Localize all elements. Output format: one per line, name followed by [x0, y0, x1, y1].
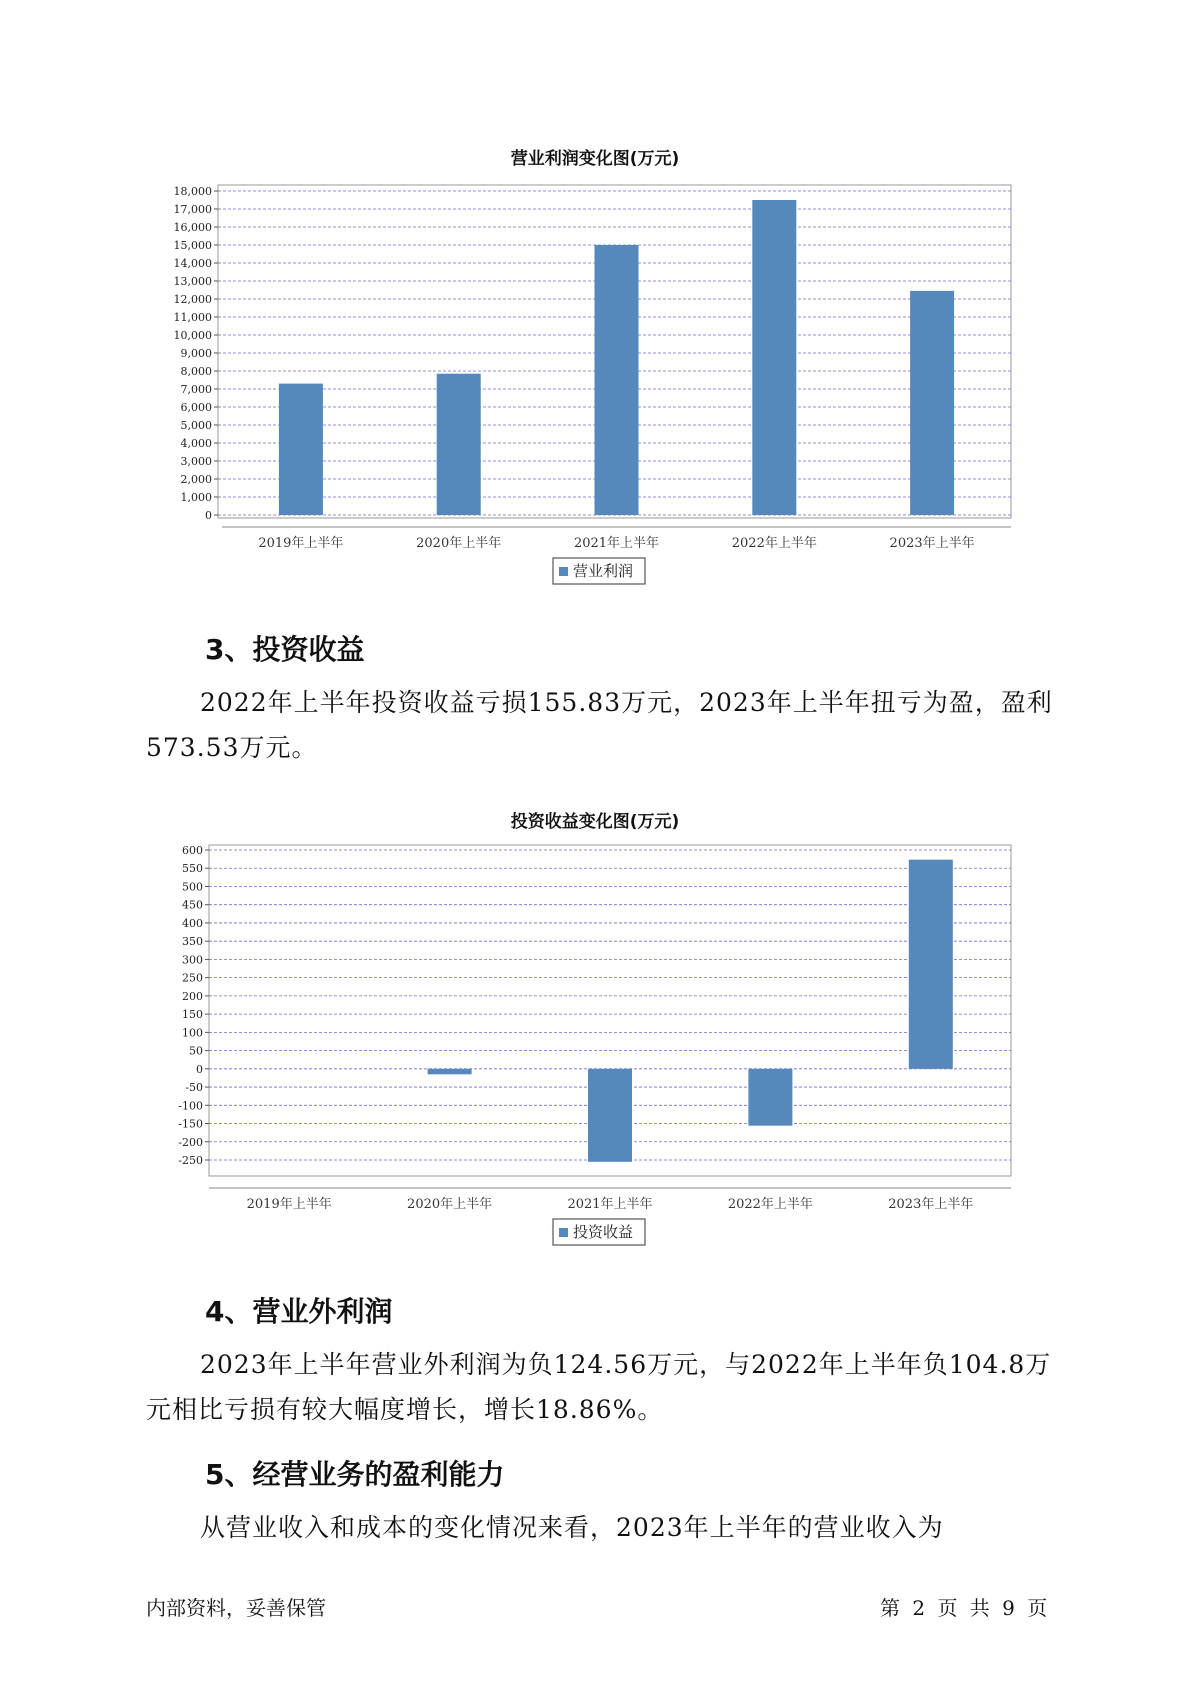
y-tick-label: -200 — [178, 1135, 203, 1149]
y-tick-label: 550 — [182, 862, 203, 876]
y-tick-label: 5,000 — [180, 419, 212, 432]
x-tick-label: 2020年上半年 — [416, 536, 502, 551]
x-tick-label: 2022年上半年 — [727, 1197, 813, 1212]
bar — [909, 860, 953, 1069]
x-tick-label: 2019年上半年 — [258, 536, 344, 551]
footer-confidential-note: 内部资料，妥善保管 — [146, 1596, 326, 1620]
y-tick-label: 500 — [182, 880, 203, 894]
legend-label: 投资收益 — [573, 1223, 634, 1241]
y-tick-label: 13,000 — [173, 275, 212, 288]
section-4-paragraph: 2023年上半年营业外利润为负124.56万元，与2022年上半年负104.8万元相比亏损有较大幅度增长，增长18.86%。 — [146, 1350, 1052, 1424]
y-tick-label: 150 — [182, 1008, 203, 1022]
y-tick-label: 250 — [182, 971, 203, 985]
footer-page-number: 第 2 页 共 9 页 — [880, 1596, 1048, 1620]
x-tick-label: 2021年上半年 — [567, 1197, 653, 1212]
section-3-heading: 3、投资收益 — [205, 633, 365, 666]
y-tick-label: 9,000 — [180, 347, 212, 360]
y-tick-label: 3,000 — [180, 455, 212, 468]
y-tick-label: 600 — [182, 844, 203, 857]
section-3-paragraph: 2022年上半年投资收益亏损155.83万元，2023年上半年扭亏为盈，盈利573.53万元。 — [146, 688, 1053, 762]
y-tick-label: 300 — [182, 953, 203, 967]
y-tick-label: 100 — [182, 1026, 203, 1040]
y-tick-label: 17,000 — [173, 203, 212, 216]
section-4-heading: 4、营业外利润 — [205, 1295, 393, 1328]
legend-label: 营业利润 — [573, 562, 634, 580]
y-tick-label: 14,000 — [173, 257, 212, 270]
section-5-paragraph: 从营业收入和成本的变化情况来看，2023年上半年的营业收入为 — [200, 1513, 944, 1542]
y-tick-label: 400 — [182, 916, 203, 930]
y-tick-label: 450 — [182, 898, 203, 912]
y-tick-label: 200 — [182, 989, 203, 1003]
y-tick-label: 4,000 — [180, 437, 212, 450]
x-tick-label: 2021年上半年 — [573, 536, 660, 551]
y-tick-label: 10,000 — [173, 329, 212, 342]
y-tick-label: 0 — [205, 509, 212, 522]
y-tick-label: 0 — [196, 1062, 203, 1076]
y-tick-label: 15,000 — [173, 239, 212, 252]
y-tick-label: 12,000 — [173, 293, 212, 306]
y-tick-label: 50 — [189, 1044, 203, 1058]
y-tick-label: -50 — [185, 1081, 203, 1095]
x-tick-label: 2019年上半年 — [246, 1197, 332, 1212]
y-tick-label: 2,000 — [180, 473, 212, 486]
y-tick-label: -100 — [178, 1099, 203, 1113]
profit-chart-title: 营业利润变化图(万元) — [510, 149, 680, 169]
y-tick-label: 350 — [182, 935, 203, 949]
x-tick-label: 2023年上半年 — [888, 1197, 974, 1212]
bar — [748, 1069, 792, 1126]
x-tick-label: 2022年上半年 — [731, 536, 817, 551]
y-tick-label: -150 — [178, 1117, 203, 1131]
y-tick-label: 16,000 — [173, 221, 212, 234]
y-tick-label: 6,000 — [180, 401, 212, 414]
y-tick-label: 8,000 — [180, 365, 212, 378]
bar — [428, 1069, 472, 1074]
y-tick-label: 7,000 — [180, 383, 212, 396]
invest-chart-title: 投资收益变化图(万元) — [510, 812, 680, 832]
bar — [588, 1069, 632, 1162]
x-tick-label: 2020年上半年 — [407, 1197, 493, 1212]
y-tick-label: 1,000 — [180, 491, 212, 504]
y-tick-label: 18,000 — [173, 185, 212, 198]
section-5-heading: 5、经营业务的盈利能力 — [205, 1458, 505, 1491]
y-tick-label: 11,000 — [173, 311, 212, 324]
legend-swatch — [559, 1228, 568, 1237]
x-tick-label: 2023年上半年 — [889, 536, 975, 551]
y-tick-label: -250 — [178, 1154, 203, 1167]
